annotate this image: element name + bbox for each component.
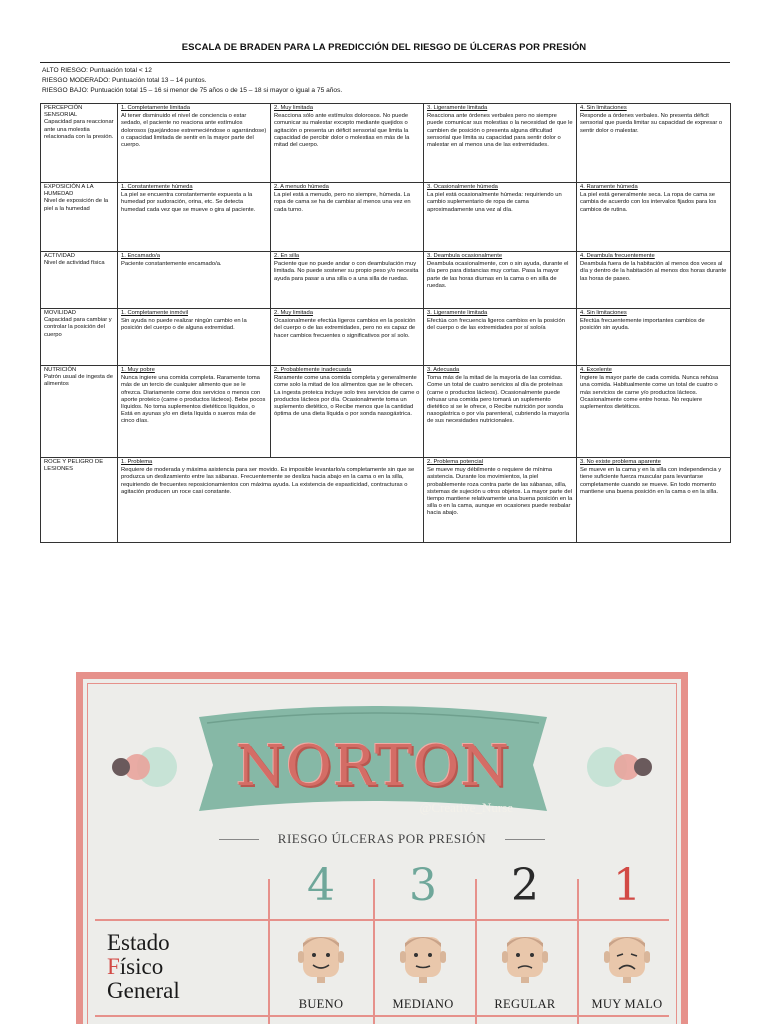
- norton-title: NORTON: [235, 734, 511, 799]
- level-body: Raramente come una comida completa y generalmente come solo la mitad de los alimentos que se le ofrecen. La ingesta proteica incluye solo tres servicios de carne o productos lácteos por día. Ocasionalmente toma un suplemento dietético, o Recibe menos que la cantidad óptima de una dieta líquida o por sonda nasogástrica.: [274, 375, 420, 418]
- level-head: 3. Deambula ocasionalmente: [427, 253, 503, 259]
- category-desc: Nivel de exposición de la piel a la humedad: [44, 198, 109, 212]
- level-cell: [271, 104, 424, 183]
- level-cell: [424, 104, 577, 183]
- level-cell: [118, 309, 271, 366]
- category-cell: [41, 252, 118, 309]
- level-cell: [577, 252, 731, 309]
- level-body: Al tener disminuido el nivel de conciencia o estar sedado, el paciente no reaciona ante estímulos dolorosos (quejándose estremeciéndose o agarrándose) o capacidad limitada de sentir en la mayor parte del cuerpo.: [121, 113, 267, 149]
- level-head: 1. Completamente inmóvil: [121, 310, 189, 316]
- subtitle-line-right: [505, 839, 545, 840]
- level-cell: [577, 309, 731, 366]
- level-body: La piel se encuentra constantemente expuesta a la humedad por sudoración, orina, etc. Se detecta humedad cada vez que se mueve o gira al paciente.: [121, 192, 256, 213]
- title-rule: [40, 62, 730, 63]
- risk-levels: [42, 66, 342, 96]
- level-body: Reacciona sólo ante estímulos dolorosos. No puede comunicar su malestar excepto mediante quejidos o agitación o presenta un déficit sensorial que limita la capacidad de percibir dolor o molestias en más de la mitad del cuerpo.: [274, 113, 410, 149]
- grid-line: [95, 1015, 669, 1017]
- level-head: 2. A menudo húmeda: [274, 184, 329, 190]
- table-row: [41, 366, 731, 458]
- level-body: Deambula ocasionalmente, con o sin ayuda, durante el día pero para distancias muy cortas. Pasa la mayor parte de las horas diurnas en la cama o en silla de ruedas.: [427, 261, 569, 289]
- level-head: 2. En silla: [274, 253, 300, 259]
- level-cell: [577, 183, 731, 252]
- criterion-line: [107, 955, 180, 979]
- level-body: Ocasionalmente efectúa ligeros cambios en la posición del cuerpo o de las extremidades, pero no es capaz de hacer cambios frecuentes o significativos por sí solo.: [274, 318, 416, 339]
- level-body: Toma más de la mitad de la mayoría de las comidas. Come un total de cuatro servicios al día de proteínas (carne o productos lácteos). Ocasionalmente puede rehusar una comida pero tomará un suplemento dietético si se le ofrece, o Recibe nutrición por sonda nasogástrica o por vía parenteral, cubriendo la mayoría de sus necesidades nutricionales.: [427, 375, 570, 425]
- level-body: Paciente constantemente encamado/a.: [121, 261, 222, 268]
- risk-level-high: ALTO RIESGO: Puntuación total < 12: [42, 67, 152, 74]
- creator-handle: @Creative_Nurse: [419, 800, 513, 815]
- state-good: BUENO: [298, 997, 344, 1011]
- face-very-bad-icon: [603, 931, 651, 991]
- criterion-highlight: F: [107, 954, 120, 979]
- braden-table: [40, 103, 731, 543]
- level-cell: [271, 183, 424, 252]
- level-body: Sin ayuda no puede realizar ningún cambio en la posición del cuerpo o de alguna extremidad.: [121, 318, 247, 332]
- level-head: 2. Muy limitada: [274, 310, 313, 316]
- category-cell: [41, 104, 118, 183]
- decorative-dots-left: [107, 743, 179, 791]
- level-cell: [424, 366, 577, 458]
- table-row: [41, 252, 731, 309]
- level-body: La piel está a menudo, pero no siempre, húmeda. La ropa de cama se ha de cambiar al menos una vez en cada turno.: [274, 192, 411, 213]
- level-body: Responde a órdenes verbales. No presenta déficit sensorial que pueda limitar su capacidad de expresar o sentir dolor o malestar.: [580, 113, 723, 134]
- criterion-rest: ísico: [119, 954, 164, 979]
- risk-level-low: RIESGO BAJO: Puntuación total 15 – 16 si menor de 75 años o de 15 – 18 si mayor o igual a 75 años.: [42, 87, 343, 94]
- category-desc: Capacidad para reaccionar ante una molestia relacionada con la presión.: [44, 119, 114, 140]
- level-head: 1. Problema: [121, 459, 153, 465]
- criterion-line: General: [107, 978, 180, 1003]
- level-head: 3. Ligeramente limitada: [427, 310, 488, 316]
- level-cell: [118, 183, 271, 252]
- table-row: [41, 309, 731, 366]
- level-head: 3. Adecuada: [427, 367, 460, 373]
- table-row: [41, 183, 731, 252]
- level-head: 4. Excelente: [580, 367, 612, 373]
- level-head: 1. Muy pobre: [121, 367, 155, 373]
- score-2: 2: [511, 860, 539, 911]
- title-banner: [193, 699, 553, 815]
- category-desc: Patrón usual de ingesta de alimentos: [44, 374, 113, 388]
- level-body: La piel está generalmente seca. La ropa de cama se cambia de acuerdo con los intervalos fijados para los cambios de rutina.: [580, 192, 717, 213]
- level-cell: [577, 104, 731, 183]
- criterion-line: Estado: [107, 930, 170, 955]
- level-cell: [424, 309, 577, 366]
- face-regular-icon: [501, 931, 549, 991]
- criterion-label: [107, 931, 180, 1003]
- level-body: Se mueve muy débilmente o requiere de mínima asistencia. Durante los movimientos, la piel probablemente roza contra parte de las sábanas, silla, sistemas de sujeción u otros objetos. La mayor parte del tiempo mantiene relativamente una buena posición en la silla o en la cama, aunque en ocasiones puede resbalar hacia abajo.: [427, 467, 573, 517]
- score-1: 1: [613, 860, 641, 911]
- risk-level-moderate: RIESGO MODERADO: Puntuación total 13 – 14 puntos.: [42, 77, 207, 84]
- level-cell: [577, 458, 731, 543]
- norton-subtitle: RIESGO ÚLCERAS POR PRESIÓN: [277, 831, 487, 846]
- face-medium-icon: [399, 931, 447, 991]
- level-cell: [271, 366, 424, 458]
- norton-infographic: [76, 672, 688, 1024]
- level-cell: [118, 458, 424, 543]
- level-cell: [271, 252, 424, 309]
- category-title: ACTIVIDAD: [44, 253, 75, 259]
- level-head: 2. Muy limitada: [274, 105, 313, 111]
- level-body: Paciente que no puede andar o con deambulación muy limitada. No puede sostener su propio peso y/o necesita ayuda para pasar a una silla o a una silla de ruedas.: [274, 261, 419, 282]
- state-regular: REGULAR: [494, 997, 556, 1011]
- level-body: Reacciona ante órdenes verbales pero no siempre puede comunicar sus molestias o la necesidad de que le cambien de posición o presenta alguna dificultad sensorial que limita su capacidad para sentir dolor o malestar en al menos una de las extremidades.: [427, 113, 573, 149]
- level-head: 2. Probablemente inadecuada: [274, 367, 352, 373]
- category-title: NUTRICIÓN: [44, 367, 77, 373]
- level-body: Efectúa frecuentemente importantes cambios de posición sin ayuda.: [580, 318, 705, 332]
- category-title: MOVILIDAD: [44, 310, 76, 316]
- level-cell: [118, 366, 271, 458]
- category-cell: [41, 309, 118, 366]
- level-head: 1. Completamente limitada: [121, 105, 190, 111]
- state-medium: MEDIANO: [392, 997, 454, 1011]
- level-head: 4. Deambula frecuentemente: [580, 253, 655, 259]
- category-cell: [41, 183, 118, 252]
- table-row: [41, 104, 731, 183]
- level-head: 4. Sin limitaciones: [580, 310, 627, 316]
- level-head: 4. Raramente húmeda: [580, 184, 638, 190]
- category-desc: Capacidad para cambiar y controlar la posición del cuerpo: [44, 317, 112, 338]
- level-body: Ingiere la mayor parte de cada comida. Nunca rehúsa una comida. Habitualmente come un total de cuatro o más servicios de carne y/o productos lácteos. Ocasionalmente come entre horas. No requiere suplementos dietéticos.: [580, 375, 719, 411]
- level-cell: [424, 458, 577, 543]
- level-body: Se mueve en la cama y en la silla con independencia y tiene suficiente fuerza muscular para levantarse completamente cuando se mueve. En todo momento mantiene una buena posición en la cama o en la silla.: [580, 467, 722, 495]
- grid-line: [95, 919, 669, 921]
- category-title: PERCEPCIÓN SENSORIAL: [44, 105, 83, 119]
- decorative-dots-right: [585, 743, 657, 791]
- level-cell: [118, 252, 271, 309]
- level-body: Deambula fuera de la habitación al menos dos veces al día y dentro de la habitación al menos dos horas durante las horas de paseo.: [580, 261, 727, 282]
- category-title: ROCE Y PELIGRO DE LESIONES: [44, 459, 104, 473]
- category-desc: Nivel de actividad física: [44, 260, 105, 267]
- braden-title: ESCALA DE BRADEN PARA LA PREDICCIÓN DEL RIESGO DE ÚLCERAS POR PRESIÓN: [181, 42, 587, 53]
- category-cell: [41, 366, 118, 458]
- level-head: 3. Ligeramente limitada: [427, 105, 488, 111]
- level-cell: [271, 309, 424, 366]
- level-head: 4. Sin limitaciones: [580, 105, 627, 111]
- level-cell: [424, 183, 577, 252]
- level-body: Efectúa con frecuencia ligeros cambios en la posición del cuerpo o de las extremidades por sí solo/a: [427, 318, 565, 332]
- table-row: [41, 458, 731, 543]
- state-very-bad: MUY MALO: [591, 997, 663, 1011]
- category-title: EXPOSICIÓN A LA HUMEDAD: [44, 184, 94, 198]
- score-3: 3: [409, 860, 437, 911]
- level-head: 2. Problema potencial: [427, 459, 484, 465]
- score-4: 4: [307, 860, 335, 911]
- level-body: La piel está ocasionalmente húmeda: requiriendo un cambio suplementario de ropa de cama aproximadamente una vez al día.: [427, 192, 562, 213]
- level-cell: [577, 366, 731, 458]
- level-body: Requiere de moderada y máxima asistencia para ser movido. Es imposible levantarlo/a completamente sin que se produzca un deslizamiento entre las sábanas. Frecuentemente se desliza hacia abajo en la cama o en la silla, requiriendo de frecuentes reposicionamientos con máxima ayuda. La existencia de espasticidad, contracturas o agitación producen un roce casi constante.: [121, 467, 415, 495]
- face-good-icon: [297, 931, 345, 991]
- level-cell: [118, 104, 271, 183]
- level-cell: [424, 252, 577, 309]
- level-head: 3. No existe problema aparente: [580, 459, 661, 465]
- level-head: 1. Constantemente húmeda: [121, 184, 193, 190]
- level-body: Nunca ingiere una comida completa. Raramente toma más de un tercio de cualquier alimento que se le ofrezca. Diariamente come dos servicios o menos con aporte proteico (carne o productos lácteos). Bebe pocos líquidos. No toma suplementos dietéticos líquidos, o Está en ayunas y/o en dieta líquida o sueros más de cinco días.: [121, 375, 266, 425]
- category-cell: [41, 458, 118, 543]
- level-head: 3. Ocasionalmente húmeda: [427, 184, 498, 190]
- level-head: 1. Encamado/a: [121, 253, 160, 259]
